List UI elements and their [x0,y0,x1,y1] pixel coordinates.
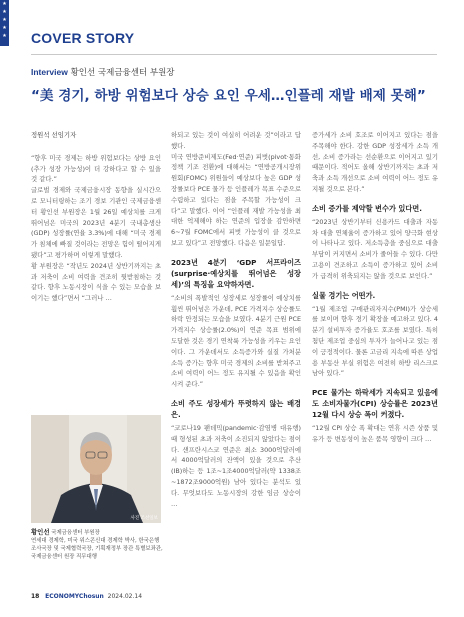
section-title: COVER STORY [31,30,135,46]
star-stripe-decoration [0,0,9,46]
kicker-text: 황인선 국제금융센터 부원장 [70,68,175,78]
paragraph: 미국 연방준비제도(Fed·연준) 피벗(pivot·통화정책 기조 전환)에 대해서는 “연방공개시장위원회(FOMC) 위원들이 예상보다 높은 GDP 성장률보다 PCE 물가 등 인플레가 목표 수준으로 수렴하고 있다는 점을 주목할 가능성이 크다”고 말했다. 이어 “인플레 재발 가능성을 최대한 억제해야 하는 연준의 입장을 감안하면 6~7월 FOMC에서 피벗 가능성이 클 것으로 보고 있다”고 전망했다. 다음은 일문일답. [171,152,301,247]
paragraph: “1월 제조업 구매관리자지수(PMI)가 상승세를 보이며 향후 경기 확장을 예고하고 있다. 4분기 설비투자 증가율도 호조를 보였다. 특히 첨단 제조업 중심의 투자가 늘어나고 있는 점이 긍정적이다. 물론 고금리 지속에 따른 상업용 부동산 부실 위험은 여전히 하방 리스크로 남아 있다.” [312,304,438,378]
star-icon: ★ [2,25,7,31]
portrait-illustration [31,415,161,523]
star-icon: ★ [2,17,7,23]
paragraph: 증가세가 소비 호조로 이어지고 있다는 점을 주목해야 한다. 강한 GDP 성장세가 소득 개선, 소비 증가라는 선순환으로 이어지고 있기 때문이다. 적어도 올해 상반기까지는 초과 저축과 소득 개선으로 소비 여력이 어느 정도 유지될 것으로 본다.” [312,131,438,193]
magazine-name: ECONOMYChosun [45,593,104,600]
photo-credit: 사진 조선일보 [130,516,158,521]
paragraph: “2023년 상반기부터 신용카드 대출과 자동차 대출 연체율이 증가하고 있어 양극화 현상이 나타나고 있다. 저소득층을 중심으로 대출 부담이 커지면서 소비가 줄어들 수 있다. 다만 고용이 견조하고 소득이 증가하고 있어 소비가 급격히 위축되지는 않을 것으로 보인다.” [312,217,438,280]
page-number: 18 [31,593,40,600]
question-heading: 소비 주도 성장세가 뚜렷하지 않는 배경은. [171,398,301,419]
article-column-1 [31,130,161,410]
article-column-2 [171,130,301,604]
paragraph: 하되고 있는 것이 여실히 어려운 것”이라고 답했다. [171,131,301,150]
paragraph: “코로나19 팬데믹(pandemic·감염병 대유행) 때 형성된 초과 저축이 소진되지 않았다는 점이다. 샌프란시스코 연준은 최소 3000억달러에서 4000억달러의 잔액이 있을 것으로 추산(IB)하는 등 1조~1조4000억달러(약 1338조~1872조9000억원) 남아 있다는 분석도 있다. 무엇보다도 노동시장의 강한 임금 상승이 … [171,423,301,508]
caption-name: 황인선 [31,528,50,536]
paragraph: “12월 CPI 상승 폭 확대는 연휴 시즌 상품 및 유가 등 변동성이 높은 품목 영향이 크다 … [312,424,438,443]
paragraph: 황 부원장은 “작년도 2024년 상반기까지는 초과 저축이 소비 여력을 견조히 뒷받침하는 것 같다. 향후 노동시장이 식을 수 있는 모습을 보이기는 했다”면서 “그러나 … [31,261,161,303]
article-column-3 [312,130,438,604]
page-footer [31,593,142,600]
issue-date: 2024.02.14 [107,593,143,600]
kicker-label: Interview [31,67,68,77]
star-icon: ★ [2,1,7,7]
headline: “美 경기, 하방 위험보다 상승 요인 우세…인플레 재발 배제 못해” [31,88,426,104]
question-heading: PCE 물가는 하락세가 지속되고 있음에도 소비자물가(CPI) 상승률은 2023년 12월 다시 상승 폭이 커졌다. [312,388,438,420]
star-icon: ★ [2,9,7,15]
paragraph: “소비의 폭발적인 성장세로 성장률이 예상치를 훨씬 뛰어넘은 가운데, PCE 가격지수 상승률도 하락 안정되는 모습을 보였다. 4분기 근원 PCE 가격지수 상승률(2.0%)이 연준 목표 범위에 도달한 것은 경기 연착륙 가능성을 키우는 요인이다. 그 가운데서도 소득증가와 실질 가처분 소득 증가는 향후 미국 경제의 소비를 받쳐주고 소비 여력이 어느 정도 유지될 수 있음을 확인시켜 준다.” [171,293,301,389]
byline: 정원석 선임기자 [31,131,77,139]
photo-caption [31,528,166,561]
caption-title: 국제금융센터 부원장 [51,530,100,536]
paragraph: “향후 미국 경제는 하방 위험보다는 상방 요인(추가 성장 가능성)이 더 강하다고 할 수 있을 것 같다.” [31,153,161,184]
header-divider [31,54,437,55]
question-heading: 2023년 4분기 ‘GDP 서프라이즈(surprise·예상치를 뛰어넘은 성장세)’의 특징을 요약하자면. [171,257,301,289]
question-heading: 소비 증가를 제약할 변수가 있다면. [312,203,422,213]
star-icon: ★ [2,33,7,39]
kicker [31,66,175,78]
question-heading: 실물 경기는 어떤가. [312,290,376,300]
portrait-photo [31,415,161,523]
caption-bio: 연세대 경제학, 미국 위스콘신대 경제학 박사, 한국은행 조사국장 및 국제협력국장, 기획재정부 장관 특별보좌관, 국제금융센터 원장 직무대행 [31,538,163,560]
paragraph: 글로벌 경제와 국제금융시장 동향을 실시간으로 모니터링하는 조기 경보 기관인 국제금융센터 황인선 부원장은 1월 26일 예상치를 크게 뛰어넘은 미국의 2023년 4분기 국내총생산(GDP) 성장률(연율 3.3%)에 대해 “미국 경제가 침체에 빠질 것이라는 전망은 힘이 떨어지게 됐다”고 평가하며 이렇게 말했다. [31,186,161,259]
